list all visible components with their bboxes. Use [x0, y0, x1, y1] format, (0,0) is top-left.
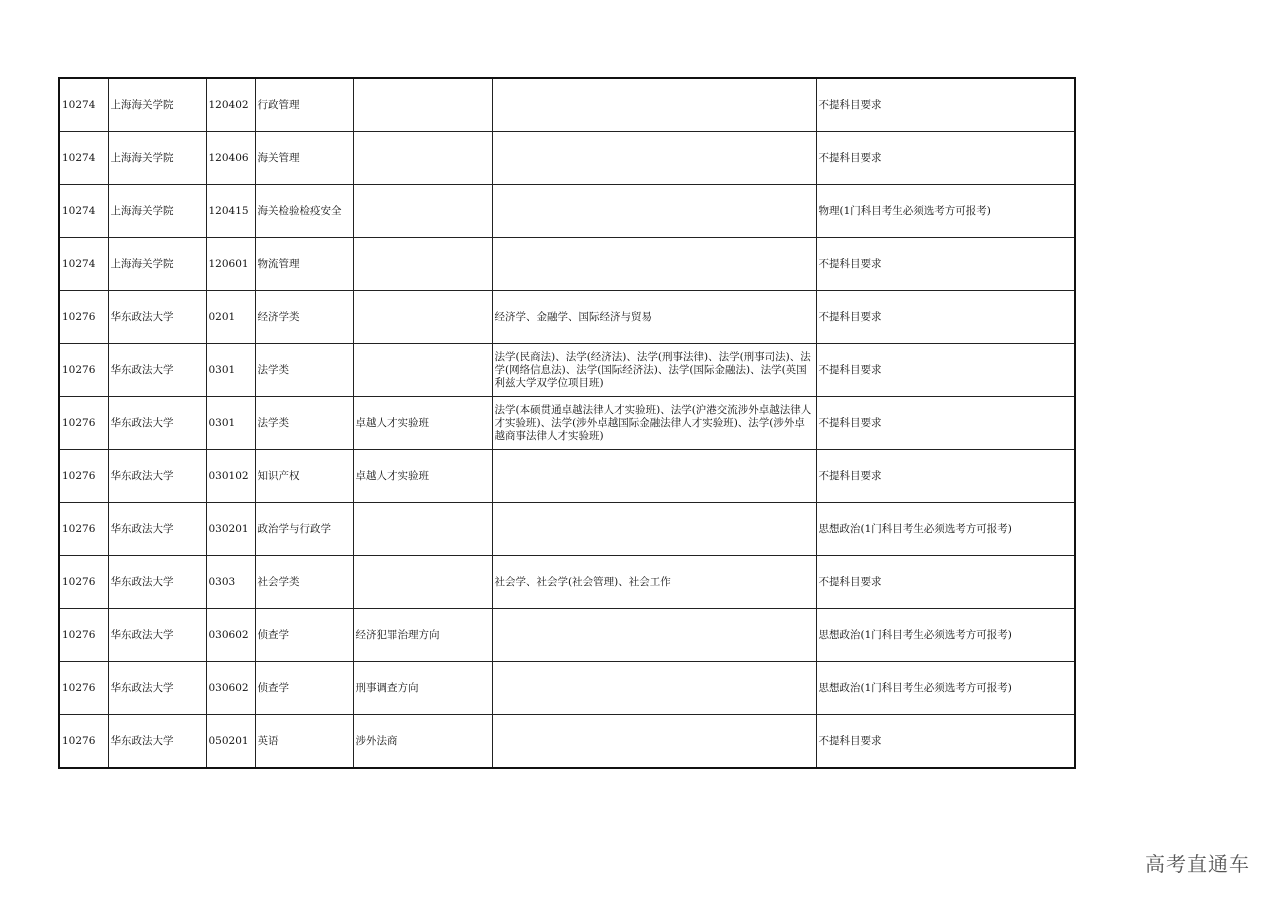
major-code-cell: 0303	[206, 556, 255, 609]
subject-requirement-cell: 不提科目要求	[816, 132, 1075, 185]
subject-requirement-cell: 不提科目要求	[816, 450, 1075, 503]
school-name-cell: 上海海关学院	[108, 132, 206, 185]
remark-cell	[353, 291, 492, 344]
remark-cell	[353, 185, 492, 238]
major-name-cell: 侦查学	[255, 609, 353, 662]
subject-requirements-table	[58, 77, 1076, 769]
remark-cell	[353, 556, 492, 609]
school-name-cell: 华东政法大学	[108, 344, 206, 397]
school-code-cell: 10274	[59, 185, 108, 238]
subject-requirement-cell: 思想政治(1门科目考生必须选考方可报考)	[816, 662, 1075, 715]
remark-cell: 涉外法商	[353, 715, 492, 769]
remark-cell	[353, 132, 492, 185]
table-body	[59, 78, 1075, 768]
school-code-cell: 10274	[59, 78, 108, 132]
school-name-cell: 华东政法大学	[108, 503, 206, 556]
major-code-cell: 120402	[206, 78, 255, 132]
included-majors-cell	[492, 132, 816, 185]
watermark-text: 高考直通车	[1145, 852, 1250, 876]
included-majors-cell	[492, 78, 816, 132]
major-name-cell: 英语	[255, 715, 353, 769]
subject-requirement-cell: 不提科目要求	[816, 78, 1075, 132]
remark-cell	[353, 238, 492, 291]
major-code-cell: 0301	[206, 344, 255, 397]
major-code-cell: 030602	[206, 609, 255, 662]
remark-cell	[353, 78, 492, 132]
school-name-cell: 上海海关学院	[108, 238, 206, 291]
school-code-cell: 10276	[59, 609, 108, 662]
school-name-cell: 华东政法大学	[108, 609, 206, 662]
major-name-cell: 法学类	[255, 397, 353, 450]
major-name-cell: 社会学类	[255, 556, 353, 609]
school-code-cell: 10274	[59, 132, 108, 185]
subject-requirement-cell: 不提科目要求	[816, 344, 1075, 397]
major-code-cell: 120601	[206, 238, 255, 291]
included-majors-cell: 经济学、金融学、国际经济与贸易	[492, 291, 816, 344]
remark-cell: 卓越人才实验班	[353, 397, 492, 450]
remark-cell: 经济犯罪治理方向	[353, 609, 492, 662]
school-name-cell: 华东政法大学	[108, 450, 206, 503]
subject-requirement-cell: 思想政治(1门科目考生必须选考方可报考)	[816, 609, 1075, 662]
included-majors-cell	[492, 450, 816, 503]
major-code-cell: 030201	[206, 503, 255, 556]
subject-requirement-cell: 不提科目要求	[816, 397, 1075, 450]
table-row	[59, 185, 1075, 238]
school-name-cell: 华东政法大学	[108, 715, 206, 769]
major-code-cell: 0201	[206, 291, 255, 344]
included-majors-cell	[492, 715, 816, 769]
included-majors-cell: 法学(本硕贯通卓越法律人才实验班)、法学(沪港交流涉外卓越法律人才实验班)、法学(涉外卓越国际金融法律人才实验班)、法学(涉外卓越商事法律人才实验班)	[492, 397, 816, 450]
school-code-cell: 10276	[59, 344, 108, 397]
school-code-cell: 10276	[59, 450, 108, 503]
major-name-cell: 经济学类	[255, 291, 353, 344]
major-name-cell: 物流管理	[255, 238, 353, 291]
table-row	[59, 238, 1075, 291]
major-name-cell: 海关管理	[255, 132, 353, 185]
school-code-cell: 10274	[59, 238, 108, 291]
table-row	[59, 132, 1075, 185]
major-code-cell: 030102	[206, 450, 255, 503]
school-name-cell: 华东政法大学	[108, 556, 206, 609]
major-code-cell: 050201	[206, 715, 255, 769]
school-code-cell: 10276	[59, 291, 108, 344]
school-name-cell: 上海海关学院	[108, 185, 206, 238]
remark-cell: 卓越人才实验班	[353, 450, 492, 503]
major-name-cell: 法学类	[255, 344, 353, 397]
school-code-cell: 10276	[59, 556, 108, 609]
major-name-cell: 海关检验检疫安全	[255, 185, 353, 238]
included-majors-cell: 法学(民商法)、法学(经济法)、法学(刑事法律)、法学(刑事司法)、法学(网络信息法)、法学(国际经济法)、法学(国际金融法)、法学(英国利兹大学双学位项目班)	[492, 344, 816, 397]
table-row	[59, 662, 1075, 715]
school-name-cell: 上海海关学院	[108, 78, 206, 132]
school-code-cell: 10276	[59, 503, 108, 556]
major-code-cell: 120415	[206, 185, 255, 238]
school-code-cell: 10276	[59, 662, 108, 715]
table-row	[59, 715, 1075, 769]
school-name-cell: 华东政法大学	[108, 397, 206, 450]
major-name-cell: 知识产权	[255, 450, 353, 503]
table-row	[59, 556, 1075, 609]
table-row	[59, 78, 1075, 132]
included-majors-cell	[492, 609, 816, 662]
major-name-cell: 行政管理	[255, 78, 353, 132]
remark-cell	[353, 344, 492, 397]
major-code-cell: 030602	[206, 662, 255, 715]
included-majors-cell	[492, 662, 816, 715]
table-row	[59, 503, 1075, 556]
table-row	[59, 609, 1075, 662]
major-code-cell: 0301	[206, 397, 255, 450]
included-majors-cell: 社会学、社会学(社会管理)、社会工作	[492, 556, 816, 609]
included-majors-cell	[492, 238, 816, 291]
included-majors-cell	[492, 503, 816, 556]
school-name-cell: 华东政法大学	[108, 291, 206, 344]
school-code-cell: 10276	[59, 397, 108, 450]
school-name-cell: 华东政法大学	[108, 662, 206, 715]
remark-cell	[353, 503, 492, 556]
table-row	[59, 344, 1075, 397]
subject-requirement-cell: 思想政治(1门科目考生必须选考方可报考)	[816, 503, 1075, 556]
included-majors-cell	[492, 185, 816, 238]
table-row	[59, 450, 1075, 503]
table-row	[59, 291, 1075, 344]
subject-requirement-cell: 不提科目要求	[816, 238, 1075, 291]
table-row	[59, 397, 1075, 450]
major-name-cell: 政治学与行政学	[255, 503, 353, 556]
subject-requirement-cell: 不提科目要求	[816, 556, 1075, 609]
major-code-cell: 120406	[206, 132, 255, 185]
school-code-cell: 10276	[59, 715, 108, 769]
subject-requirement-cell: 不提科目要求	[816, 291, 1075, 344]
major-name-cell: 侦查学	[255, 662, 353, 715]
remark-cell: 刑事调查方向	[353, 662, 492, 715]
subject-requirement-cell: 不提科目要求	[816, 715, 1075, 769]
subject-requirement-cell: 物理(1门科目考生必须选考方可报考)	[816, 185, 1075, 238]
